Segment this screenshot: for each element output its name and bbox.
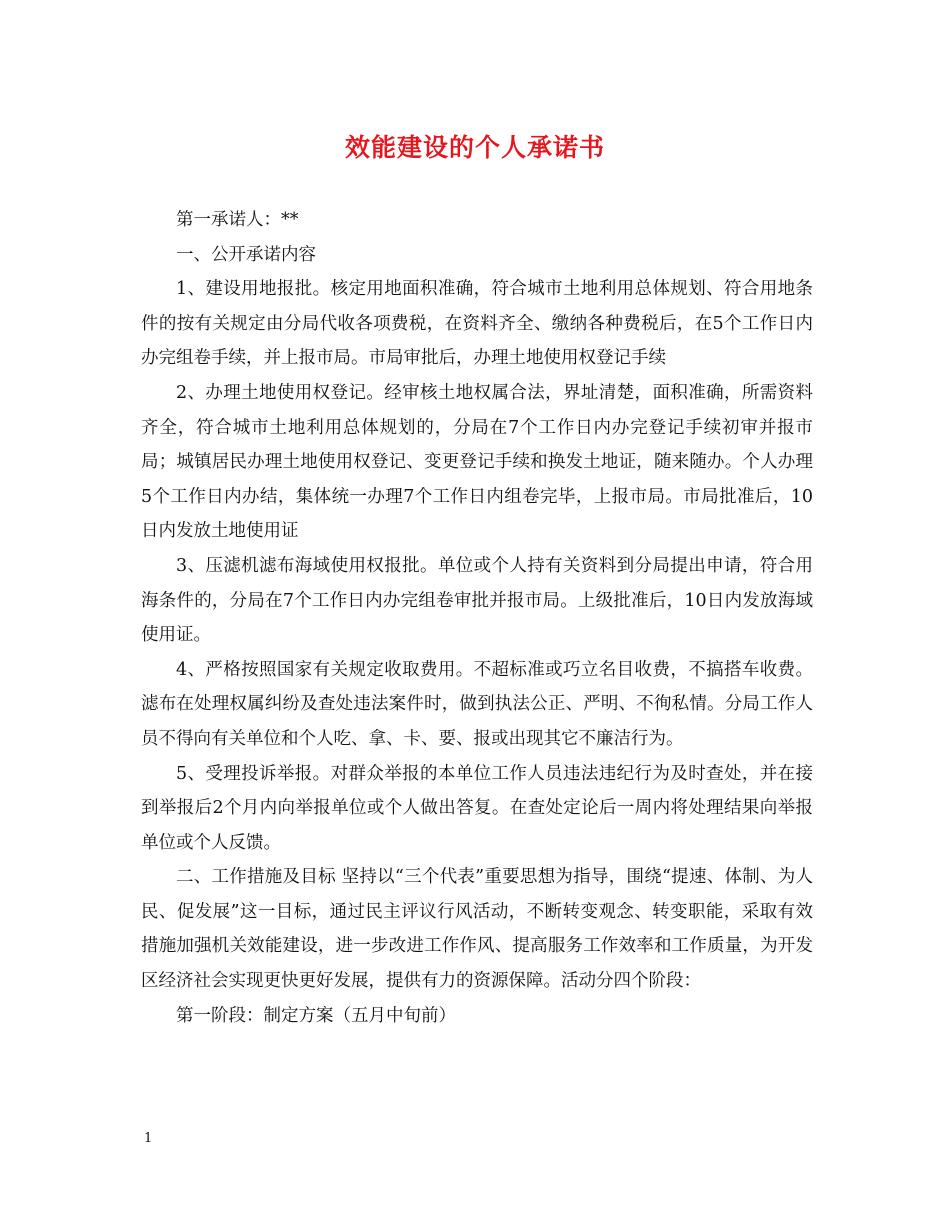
document-body xyxy=(141,203,813,1033)
page-number: 1 xyxy=(144,1131,153,1146)
paragraph-item-5: 5、受理投诉举报。对群众举报的本单位工作人员违法违纪行为及时查处，并在接到举报后2个月内向举报单位或个人做出答复。在查处定论后一周内将处理结果向举报单位或个人反馈。 xyxy=(141,763,813,853)
section-work-measures: 二、工作措施及目标 坚持以“三个代表”重要思想为指导，围绕“提速、体制、为人民、促发展”这一目标，通过民主评议行风活动，不断转变观念、转变职能，采取有效措施加强机关效能建设，进一步改进工作作风、提高服务工作效率和工作质量，为开发区经济社会实现更快更好发展，提供有力的资源保障。活动分四个阶段： xyxy=(141,867,813,992)
section-heading-public-commitment: 一、公开承诺内容 xyxy=(176,244,316,265)
promisor-line: 第一承诺人：** xyxy=(176,210,299,230)
document-title: 效能建设的个人承诺书 xyxy=(344,133,605,162)
paragraph-item-3: 3、压滤机滤布海域使用权报批。单位或个人持有关资料到分局提出申请，符合用海条件的，分局在7个工作日内办完组卷审批并报市局。上级批准后，10日内发放海域使用证。 xyxy=(141,555,813,646)
phase-one-line: 第一阶段：制定方案（五月中旬前） xyxy=(176,1005,456,1026)
paragraph-item-4: 4、严格按照国家有关规定收取费用。不超标准或巧立名目收费，不搞搭车收费。滤布在处理权属纠纷及查处违法案件时，做到执法公正、严明、不徇私情。分局工作人员不得向有关单位和个人吃、拿、卡、要、报或出现其它不廉洁行为。 xyxy=(141,659,813,749)
paragraph-item-1: 1、建设用地报批。核定用地面积准确，符合城市土地利用总体规划、符合用地条件的按有关规定由分局代收各项费税，在资料齐全、缴纳各种费税后，在5个工作日内办完组卷手续，并上报市局。市局审批后，办理土地使用权登记手续 xyxy=(141,279,813,369)
paragraph-item-2: 2、办理土地使用权登记。经审核土地权属合法，界址清楚，面积准确，所需资料齐全，符合城市土地利用总体规划的，分局在7个工作日内办完登记手续初审并报市局；城镇居民办理土地使用权登记、变更登记手续和换发土地证，随来随办。个人办理5个工作日内办结，集体统一办理7个工作日内组卷完毕，上报市局。市局批准后，10日内发放土地使用证 xyxy=(141,382,813,542)
